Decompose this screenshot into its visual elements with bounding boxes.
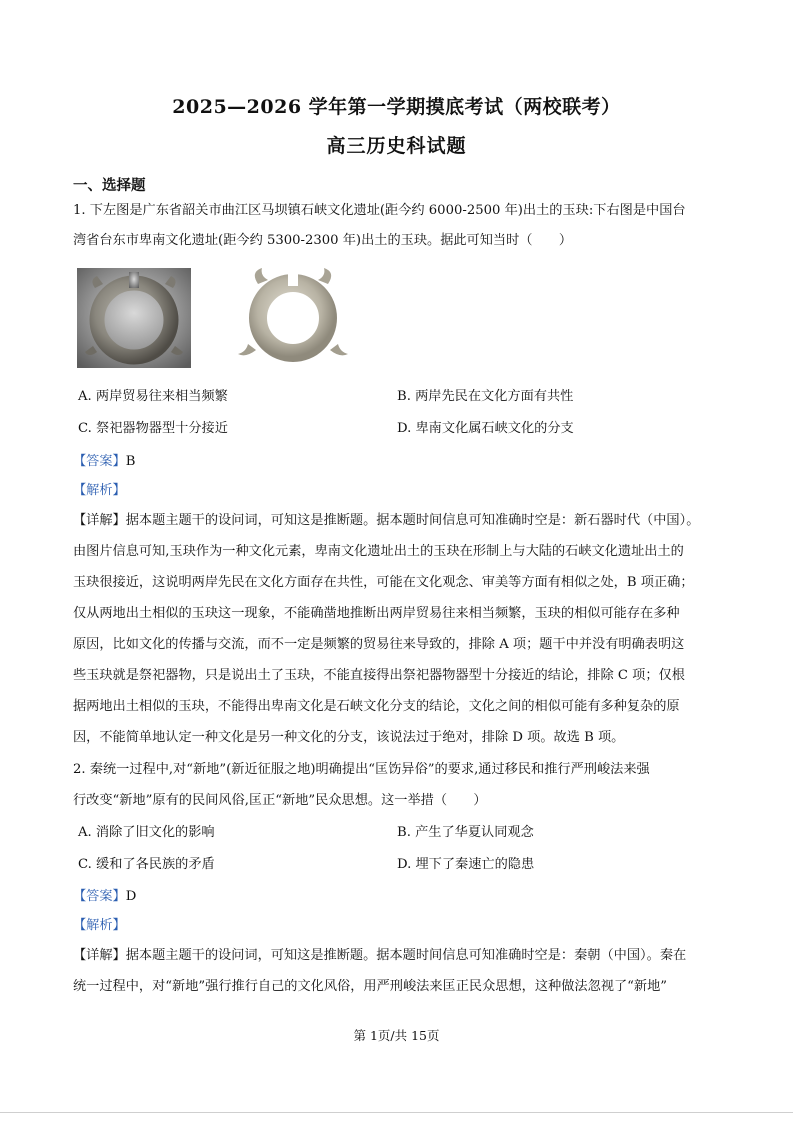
q1-option-c[interactable]: C. 祭祀器物器型十分接近 [78, 421, 228, 436]
q2-option-d[interactable]: D. 埋下了秦速亡的隐患 [397, 857, 535, 872]
q2-answer [73, 887, 136, 907]
jade-jue-photo-right [232, 262, 354, 370]
q2-detail-line-2: 统一过程中，对“新地”强行推行自己的文化风俗，用严刑峻法来匡正民众思想，这种做法忽视了“新地” [73, 979, 668, 994]
q1-detail-line-2: 由图片信息可知,玉玦作为一种文化元素，卑南文化遗址出土的玉玦在形制上与大陆的石峡文化遗址出土的 [73, 544, 684, 559]
q1-option-a[interactable]: A. 两岸贸易往来相当频繁 [78, 389, 228, 404]
q1-analysis-tag [73, 481, 126, 501]
q2-analysis-label: 【解析】 [73, 918, 126, 933]
q1-detail-line-3: 玉玦很接近，这说明两岸先民在文化方面存在共性，可能在文化观念、审美等方面有相似之处，B 项正确； [73, 575, 694, 590]
q2-detail-text-1: 据本题主题干的设问词，可知这是推断题。据本题时间信息可知准确时空是：秦朝（中国）。秦在 [125, 948, 687, 963]
q1-detail-line-1 [73, 511, 699, 531]
q2-analysis-tag [73, 916, 126, 936]
q2-option-a[interactable]: A. 消除了旧文化的影响 [78, 825, 215, 840]
q1-detail-line-8: 因，不能简单地认定一种文化是另一种文化的分支，该说法过于绝对，排除 D 项。故选 B 项。 [73, 730, 625, 745]
q1-detail-line-6: 些玉玦就是祭祀器物，只是说出土了玉玦，不能直接得出祭祀器物器型十分接近的结论，排除 C 项；仅根 [73, 668, 685, 683]
q2-stem-line1: 2. 秦统一过程中,对“新地”(新近征服之地)明确提出“匡饬异俗”的要求,通过移民和推行严刑峻法来强 [73, 762, 650, 777]
q1-option-b[interactable]: B. 两岸先民在文化方面有共性 [397, 389, 574, 404]
exam-subtitle: 高三历史科试题 [326, 135, 467, 157]
q1-detail-text-1: 据本题主题干的设问词，可知这是推断题。据本题时间信息可知准确时空是：新石器时代（中国）。 [125, 513, 700, 528]
q1-stem-line1: 1. 下左图是广东省韶关市曲江区马坝镇石峡文化遗址(距今约 6000-2500 年)出土的玉玦:下右图是中国台 [73, 203, 686, 218]
bottom-rule [0, 1112, 793, 1113]
q1-detail-line-4: 仅从两地出土相似的玉玦这一现象，不能确凿地推断出两岸贸易往来相当频繁，玉玦的相似可能存在多种 [73, 606, 680, 621]
q2-option-c[interactable]: C. 缓和了各民族的矛盾 [78, 857, 215, 872]
q2-detail-tag: 【详解】 [73, 948, 126, 963]
page-footer: 第 1页/共 15页 [353, 1028, 440, 1043]
q1-stem-line2: 湾省台东市卑南文化遗址(距今约 5300-2300 年)出土的玉玦。据此可知当时（ ） [73, 233, 573, 248]
q1-analysis-label: 【解析】 [73, 483, 126, 498]
q2-detail-line-1 [73, 946, 686, 966]
q2-answer-value: D [125, 889, 137, 904]
q2-stem-line2: 行改变“新地”原有的民间风俗,匡正“新地”民众思想。这一举措（ ） [73, 793, 487, 808]
jade-jue-photo-left [77, 268, 191, 368]
section-heading: 一、选择题 [73, 177, 146, 194]
exam-title: 2025—2026 学年第一学期摸底考试（两校联考） [172, 96, 621, 118]
q1-option-d[interactable]: D. 卑南文化属石峡文化的分支 [397, 421, 574, 436]
q1-answer [73, 452, 135, 472]
q1-detail-line-5: 原因，比如文化的传播与交流，而不一定是频繁的贸易往来导致的，排除 A 项；题干中并没有明确表明这 [73, 637, 685, 652]
q2-option-b[interactable]: B. 产生了华夏认同观念 [397, 825, 534, 840]
q2-answer-tag: 【答案】 [73, 889, 126, 904]
q1-detail-tag: 【详解】 [73, 513, 126, 528]
q1-answer-tag: 【答案】 [73, 454, 126, 469]
q1-detail-line-7: 据两地出土相似的玉玦，不能得出卑南文化是石峡文化分支的结论，文化之间的相似可能有多种复杂的原 [73, 699, 680, 714]
q1-answer-value: B [125, 454, 136, 469]
